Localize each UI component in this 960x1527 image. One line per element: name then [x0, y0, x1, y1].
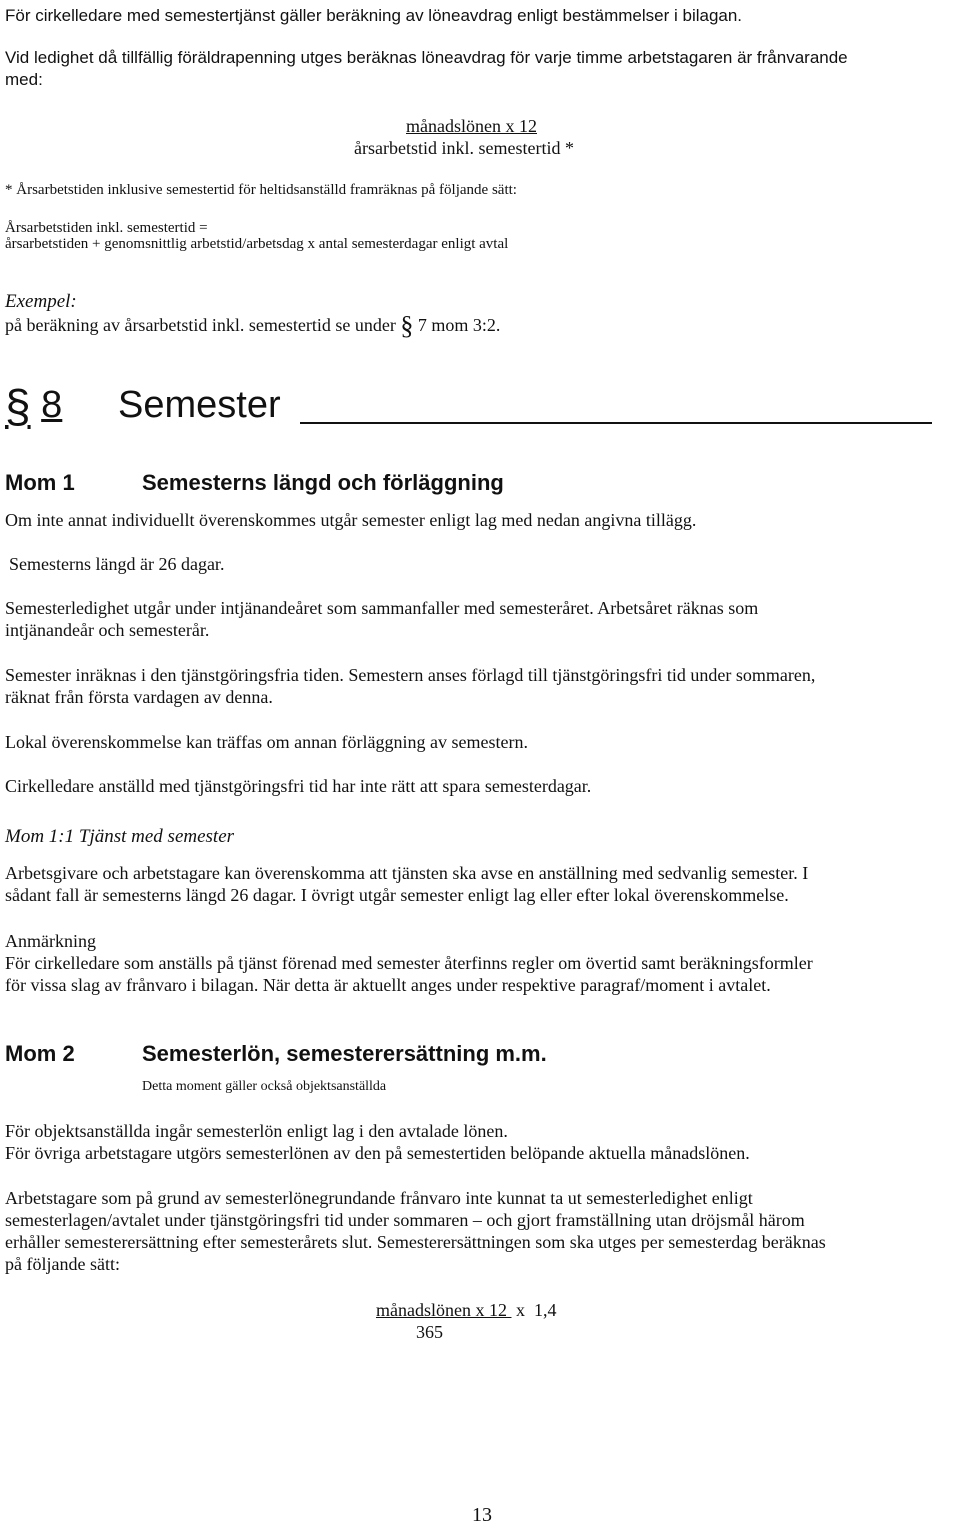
- mom2-label: Mom 2: [5, 1041, 75, 1066]
- mom2-p1b: För övriga arbetstagare utgörs semesterlönen av den på semestertiden belöpande aktuella månadslönen.: [5, 1143, 750, 1163]
- section-heading: [5, 380, 63, 432]
- mom1-title: Semesterns längd och förläggning: [142, 470, 504, 495]
- mom11-note-b: för vissa slag av frånvaro i bilagan. När detta är aktuellt anges under respektive paragraf/moment i avtalet.: [5, 975, 771, 995]
- mom1-p6: Cirkelledare anställd med tjänstgöringsfri tid har inte rätt att spara semesterdagar.: [5, 776, 592, 796]
- mom1-p1: Om inte annat individuellt överenskommes utgår semester enligt lag med nedan angivna tillägg.: [5, 510, 697, 530]
- mom1-p2: Semesterns längd är 26 dagar.: [9, 554, 225, 574]
- intro-line-2a: Vid ledighet då tillfällig föräldrapenning utges beräknas löneavdrag för varje timme arbetstagaren är frånvarande: [5, 48, 848, 67]
- example-text-post: 7 mom 3:2.: [417, 315, 501, 335]
- example-text: [5, 311, 501, 340]
- mom2-p2c: erhåller semesterersättning efter semesterårets slut. Semesterersättningen som ska utges per semesterdag beräknas: [5, 1232, 826, 1252]
- mom1-p4b: räknat från första vardagen av denna.: [5, 687, 273, 707]
- formula2-multiplier: x 1,4: [515, 1300, 557, 1320]
- mom11-title: Mom 1:1 Tjänst med semester: [5, 826, 235, 847]
- formula1-denominator: årsarbetstid inkl. semestertid *: [354, 138, 574, 158]
- page-number: 13: [472, 1504, 492, 1526]
- mom2-subnote: Detta moment gäller också objektsanställda: [142, 1079, 387, 1094]
- footnote-def-b: årsarbetstiden + genomsnittlig arbetstid/arbetsdag x antal semesterdagar enligt avtal: [5, 236, 509, 252]
- footnote-text: * Årsarbetstiden inklusive semestertid för heltidsanställd framräknas på följande sätt:: [5, 182, 517, 198]
- mom2-p2a: Arbetstagare som på grund av semesterlönegrundande frånvaro inte kunnat ta ut semesterledighet enligt: [5, 1188, 753, 1208]
- mom1-p3a: Semesterledighet utgår under intjänandeåret som sammanfaller med semesteråret. Arbetsåret räknas som: [5, 598, 759, 618]
- formula2-top: [376, 1299, 556, 1322]
- example-label: Exempel:: [5, 291, 77, 312]
- mom1-p4a: Semester inräknas i den tjänstgöringsfria tiden. Semestern anses förlagd till tjänstgöringsfri tid under sommaren,: [5, 665, 816, 685]
- mom2-p1a: För objektsanställda ingår semesterlön enligt lag i den avtalade lönen.: [5, 1121, 508, 1141]
- formula2-numerator: månadslönen x 12: [376, 1300, 512, 1320]
- section-sign: §: [5, 380, 31, 432]
- example-text-pre: på beräkning av årsarbetstid inkl. semestertid se under: [5, 315, 396, 335]
- mom11-note-a: För cirkelledare som anställs på tjänst förenad med semester återfinns regler om övertid samt beräkningsformler: [5, 953, 813, 973]
- mom1-label: Mom 1: [5, 470, 75, 495]
- section-number: 8: [41, 384, 63, 426]
- intro-line-2b: med:: [5, 70, 43, 89]
- mom11-note-label: Anmärkning: [5, 931, 96, 951]
- mom11-p1a: Arbetsgivare och arbetstagare kan överenskomma att tjänsten ska avse en anställning med sedvanlig semester. I: [5, 863, 809, 883]
- formula1-numerator: månadslönen x 12: [406, 116, 537, 136]
- footnote-def-a: Årsarbetstiden inkl. semestertid =: [5, 220, 208, 236]
- mom2-p2b: semesterlagen/avtalet under tjänstgöringsfri tid under sommaren – och gjort framställning utan dröjsmål härom: [5, 1210, 805, 1230]
- section-sign-icon: §: [400, 311, 414, 340]
- section-title: Semester: [118, 384, 281, 426]
- intro-line-1: För cirkelledare med semestertjänst gäller beräkning av löneavdrag enligt bestämmelser i bilagan.: [5, 6, 743, 25]
- mom11-p1b: sådant fall är semesterns längd 26 dagar. I övrigt utgår semester enligt lag eller efter lokal överenskommelse.: [5, 885, 789, 905]
- mom1-p5: Lokal överenskommelse kan träffas om annan förläggning av semestern.: [5, 732, 529, 752]
- mom2-p2d: på följande sätt:: [5, 1254, 120, 1274]
- formula2-denominator: 365: [416, 1322, 443, 1342]
- section-underline: [300, 422, 932, 424]
- mom2-title: Semesterlön, semesterersättning m.m.: [142, 1041, 547, 1066]
- mom1-p3b: intjänandeår och semesterår.: [5, 620, 210, 640]
